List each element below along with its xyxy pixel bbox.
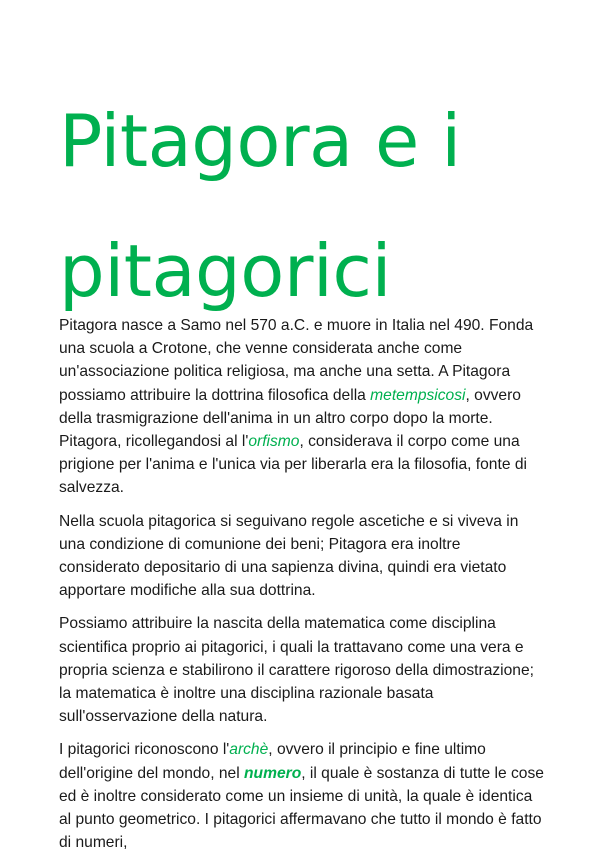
term-numero: numero <box>244 764 302 782</box>
paragraph-1-text-c: , considerava il corpo come una prigione per l'anima e l'unica via per liberarla era la filosofia, fonte di salvezza. <box>59 433 527 497</box>
paragraph-4-text-b: , ovvero il principio e fine ultimo dell'origine del mondo, nel <box>59 741 486 782</box>
paragraph-4 <box>59 738 545 854</box>
term-orfismo: orfismo <box>248 433 300 451</box>
paragraph-4-text-a: I pitagorici riconoscono l' <box>59 741 230 759</box>
paragraph-1 <box>59 314 545 500</box>
paragraph-1-text-b: , ovvero della trasmigrazione dell'anima in un altro corpo dopo la morte. Pitagora, ricollegandosi al l' <box>59 386 521 451</box>
term-arche: archè <box>229 741 269 759</box>
paragraph-2: Nella scuola pitagorica si seguivano regole ascetiche e si viveva in una condizione di comunione dei beni; Pitagora era inoltre considerato depositario di una sapienza divina, quindi era vietato apportare modifiche alla sua dottrina. <box>59 512 519 600</box>
page-title <box>59 76 559 336</box>
paragraph-3: Possiamo attribuire la nascita della matematica come disciplina scientifica proprio ai pitagorici, i quali la trattavano come una vera e propria scienza e stabilirono il carattere rigoroso della dimostrazione; la matematica è inoltre una disciplina razionale basata sull'osservazione della natura. <box>59 615 534 726</box>
term-metempsicosi: metempsicosi <box>370 386 466 404</box>
title-line-1: Pitagora e i <box>59 99 461 183</box>
paragraph-4-text-c: , il quale è sostanza di tutte le cose ed è inoltre considerato come un insieme di unità, la quale è identica al punto geometrico. I pitagorici affermavano che tutto il mondo è fatto di numeri, <box>59 764 544 852</box>
document-body <box>59 314 545 864</box>
title-line-2: pitagorici <box>59 229 392 313</box>
paragraph-1-text-a: Pitagora nasce a Samo nel 570 a.C. e muore in Italia nel 490. Fonda una scuola a Crotone, che venne considerata anche come un'associazione politica religiosa, ma anche una setta. A Pitagora possiamo attribuire la dottrina filosofica della <box>59 317 534 404</box>
